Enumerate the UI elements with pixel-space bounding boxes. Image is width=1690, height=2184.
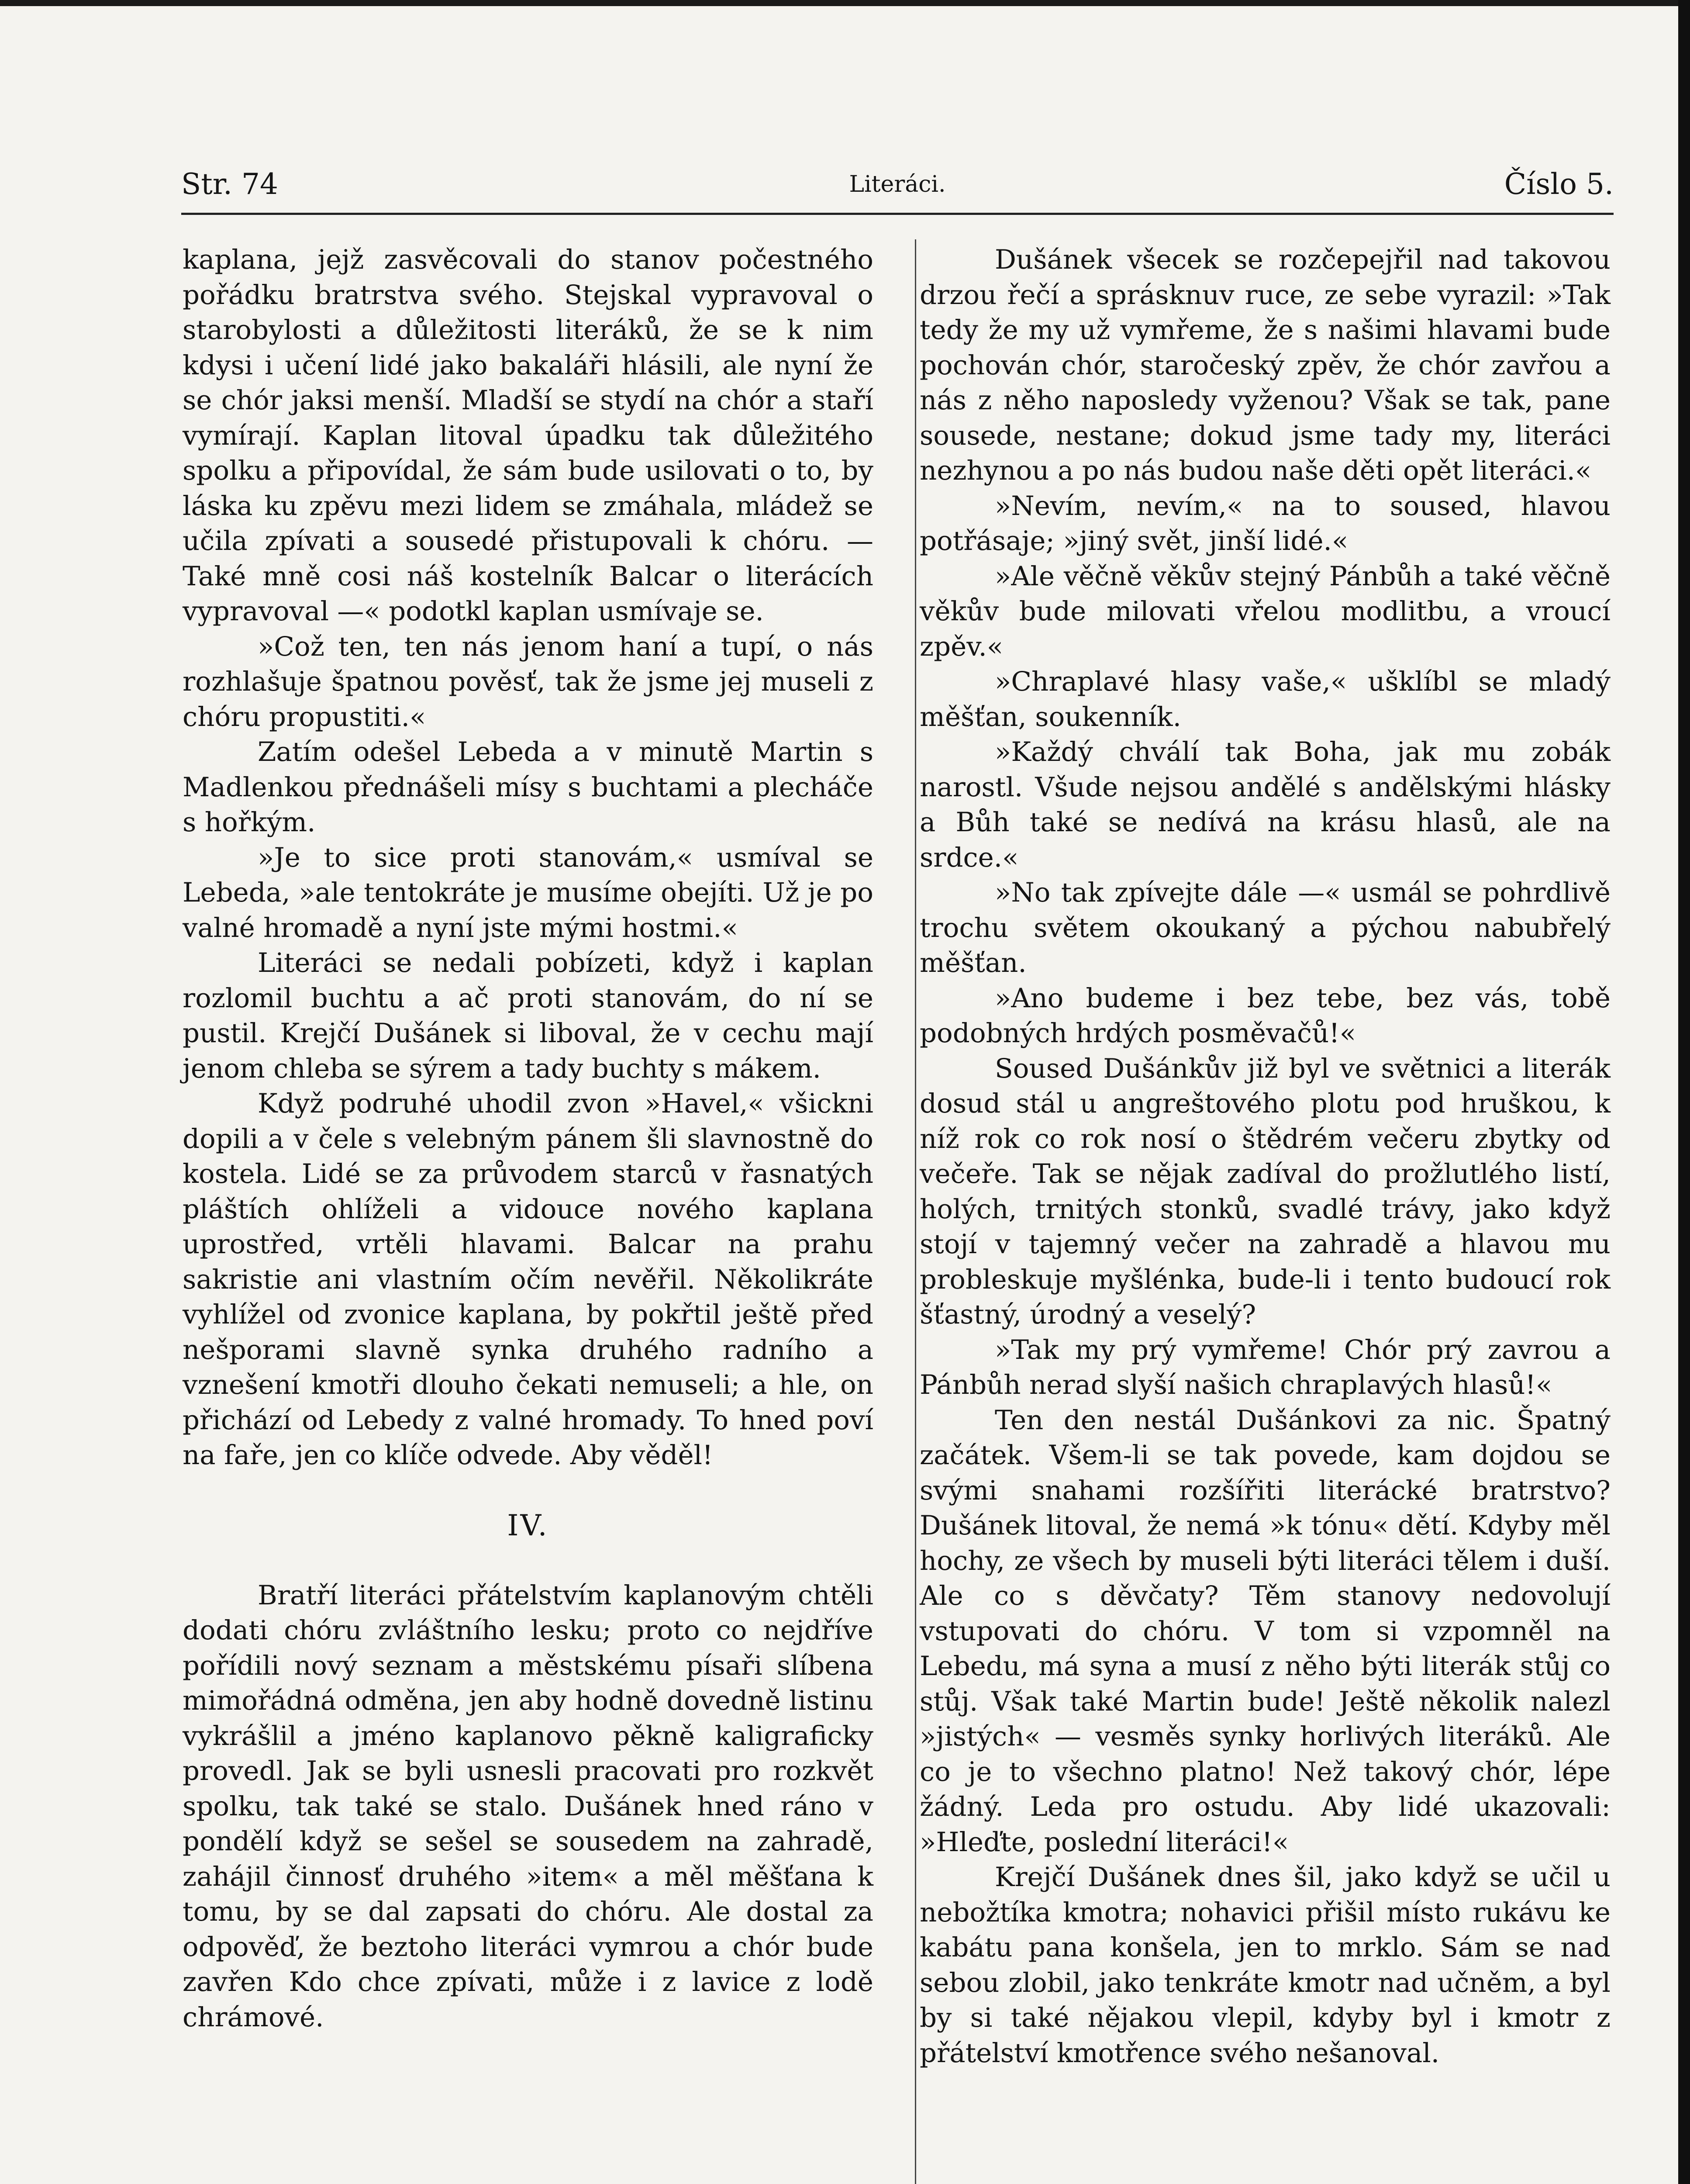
paragraph: Zatím odešel Lebeda a v minutě Martin s Madlenkou přednášeli mísy s buchtami a plecháče s hořkým. <box>183 736 873 838</box>
paragraph: Když podruhé uhodil zvon »Havel,« všickni dopili a v čele s velebným pánem šli slavnostně do kostela. Lidé se za průvodem starců v řasnatých pláštích ohlíželi a vidouce nového kaplana uprostřed, vrtěli hlavami. Balcar na prahu sakristie ani vlastním očím nevěřil. Několikráte vyhlížel od zvonice kaplana, by pokřtil ještě před nešporami slavně synka druhého radního a vznešení kmotři dlouho čekati nemuseli; a hle, on přichází od Lebedy z valné hromady. To hned poví na faře, jen co klíče odvede. Aby věděl! <box>183 1088 873 1471</box>
paragraph: »Chraplavé hlasy vaše,« ušklíbl se mladý měšťan, soukenník. <box>920 666 1611 733</box>
paragraph: »Ano budeme i bez tebe, bez vás, tobě podobných hrdých posměvačů!« <box>920 982 1611 1049</box>
page-edge-right <box>1678 0 1690 2184</box>
left-column <box>183 242 873 2035</box>
paragraph: Ten den nestál Dušánkovi za nic. Špatný začátek. Všem-li se tak povede, kam dojdou se svými snahami rozšířiti literácké bratrstvo? Dušánek litoval, že nemá »k tónu« dětí. Kdyby měl hochy, ze všech by museli býti literáci tělem i duší. Ale co s děvčaty? Těm stanovy nedovolují vstupovati do chóru. V tom si vzpomněl na Lebedu, má syna a musí z něho býti literák stůj co stůj. Však také Martin bude! Ještě několik nalezl »jistých« — vesměs synky horlivých literáků. Ale co je to všechno platno! Než takový chór, lépe žádný. Leda pro ostudu. Aby lidé ukazovali: »Hleďte, poslední literáci!« <box>920 1404 1611 1858</box>
paragraph: Krejčí Dušánek dnes šil, jako když se učil u nebožtíka kmotra; nohavici přišil místo rukávu ke kabátu pana konšela, jen to mrklo. Sám se nad sebou zlobil, jako tenkráte kmotr nad učněm, a byl by si také nějakou vlepil, kdyby byl i kmotr z přátelství kmotřence svého nešanoval. <box>920 1862 1611 2069</box>
page-edge-top <box>0 0 1690 6</box>
paragraph: Bratří literáci přátelstvím kaplanovým chtěli dodati chóru zvláštního lesku; proto co nejdříve pořídili nový seznam a městskému písaři slíbena mimořádná odměna, jen aby hodně dovedně listinu vykrášlil a jméno kaplanovo pěkně kaligraficky provedl. Jak se byli usnesli pracovati pro rozkvět spolku, tak také se stalo. Dušánek hned ráno v pondělí když se sešel se sousedem na zahradě, zahájil činnosť druhého »item« a měl měšťana k tomu, by se dal zapsati do chóru. Ale dostal za odpověď, že beztoho literáci vymrou a chór bude zavřen Kdo chce zpívati, může i z lavice z lodě chrámové. <box>183 1579 873 2033</box>
section-heading: IV. <box>507 1508 549 1542</box>
paragraph: »Je to sice proti stanovám,« usmíval se Lebeda, »ale tentokráte je musíme obejíti. Už je po valné hromadě a nyní jste mými hostmi.« <box>183 842 873 943</box>
running-header <box>181 158 1614 211</box>
paragraph: »Což ten, ten nás jenom haní a tupí, o nás rozhlašuje špatnou pověsť, tak že jsme jej museli z chóru propustiti.« <box>183 631 873 733</box>
header-rule <box>181 213 1614 215</box>
paragraph: Literáci se nedali pobízeti, když i kaplan rozlomil buchtu a ač proti stanovám, do ní se pustil. Krejčí Dušánek si liboval, že v cechu mají jenom chleba se sýrem a tady buchty s mákem. <box>183 947 873 1084</box>
paragraph: »Ale věčně věkův stejný Pánbůh a také věčně věkův bude milovati vřelou modlitbu, a vroucí zpěv.« <box>920 560 1611 662</box>
paragraph: Dušánek všecek se rozčepejřil nad takovou drzou řečí a sprásknuv ruce, ze sebe vyrazil: »Tak tedy že my už vymřeme, že s našimi hlavami bude pochován chór, staročeský zpěv, že chór zavřou a nás z něho naposledy vyženou? Však se tak, pane sousede, nestane; dokud jsme tady my, literáci nezhynou a po nás budou naše děti opět literáci.« <box>920 244 1611 486</box>
paragraph: kaplana, jejž zasvěcovali do stanov počestného pořádku bratrstva svého. Stejskal vypravoval o starobylosti a důležitosti literáků, že se k nim kdysi i učení lidé jako bakaláři hlásili, ale nyní že se chór jaksi menší. Mladší se stydí na chór a staří vymírají. Kaplan litoval úpadku tak důležitého spolku a připovídal, že sám bude usilovati o to, by láska ku zpěvu mezi lidem se zmáhala, mládež se učila zpívati a sousedé přistupovali k chóru. — Také mně cosi náš kostelník Balcar o literácích vypravoval —« podotkl kaplan usmívaje se. <box>183 244 873 627</box>
column-divider <box>915 239 916 2184</box>
paragraph: »No tak zpívejte dále —« usmál se pohrdlivě trochu světem okoukaný a pýchou nabubřelý měšťan. <box>920 877 1611 978</box>
issue-number: Číslo 5. <box>1504 167 1614 201</box>
paragraph: »Každý chválí tak Boha, jak mu zobák narostl. Všude nejsou andělé s andělskými hlásky a Bůh také se nedívá na krásu hlasů, ale na srdce.« <box>920 736 1611 873</box>
paragraph: Soused Dušánkův již byl ve světnici a literák dosud stál u angreštového plotu pod hruškou, k níž rok co rok nosí o štědrém večeru zbytky od večeře. Tak se nějak zadíval do prožlutlého listí, holých, trnitých stonků, svadlé trávy, jako když stojí v tajemný večer na zahradě a hlavou mu probleskuje myšlénka, bude-li i tento budoucí rok šťastný, úrodný a veselý? <box>920 1053 1611 1330</box>
running-title: Literáci. <box>849 171 946 197</box>
right-column <box>920 242 1611 2071</box>
paragraph: »Tak my prý vymřeme! Chór prý zavrou a Pánbůh nerad slyší našich chraplavých hlasů!« <box>920 1334 1611 1400</box>
page-number: Str. 74 <box>181 167 278 201</box>
paragraph: »Nevím, nevím,« na to soused, hlavou potřásaje; »jiný svět, jinší lidé.« <box>920 490 1611 556</box>
